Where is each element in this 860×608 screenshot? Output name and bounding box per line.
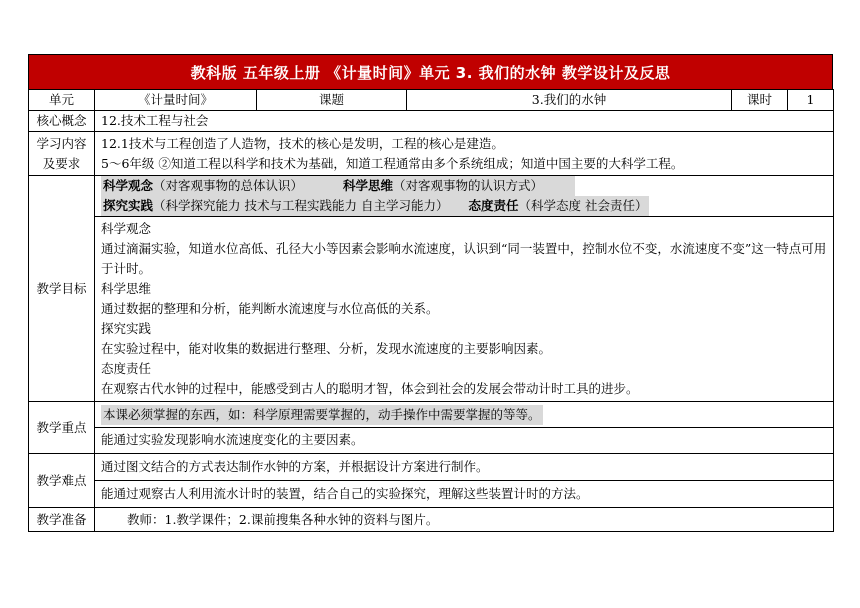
- goals-dimension-1: 科学观念（对客观事物的总体认识） 科学思维（对客观事物的认识方式）: [101, 176, 575, 196]
- preparation-label: 教学准备: [29, 508, 95, 532]
- difficulty-line-2: 能通过观察古人利用流水计时的装置，结合自己的实验探究，理解这些装置计时的方法。: [101, 486, 589, 501]
- requirements-row: [29, 132, 834, 176]
- preparation-row: [29, 508, 834, 532]
- preparation-value: 教师：1.教学课件；2.课前搜集各种水钟的资料与图片。: [95, 508, 834, 532]
- difficulties-row: [29, 454, 834, 508]
- goals-row: [29, 176, 834, 402]
- lesson-plan-table: [28, 89, 834, 532]
- core-concept-value: 12.技术工程与社会: [95, 111, 834, 132]
- goals-items: [95, 217, 833, 401]
- key-points-value: 能通过实验发现影响水流速度变化的主要因素。: [101, 432, 364, 447]
- topic-label: 课题: [257, 90, 407, 111]
- core-concept-label: 核心概念: [29, 111, 95, 132]
- goal-title-4: 态度责任: [101, 361, 152, 376]
- goals-content: [95, 176, 834, 402]
- topic-value: 3.我们的水钟: [407, 90, 732, 111]
- difficulty-line-1: 通过图文结合的方式表达制作水钟的方案，并根据设计方案进行制作。: [95, 454, 833, 481]
- key-points-hint: 本课必须掌握的东西，如：科学原理需要掌握的，动手操作中需要掌握的等等。: [101, 405, 543, 425]
- requirements-line-1: 12.1技术与工程创造了人造物，技术的核心是发明，工程的核心是建造。: [101, 135, 504, 151]
- difficulties-label: 教学难点: [29, 454, 95, 508]
- requirements-line-2: 5～6年级 ②知道工程以科学和技术为基础，知道工程通常由多个系统组成；知道中国主要的大科学工程。: [101, 155, 684, 171]
- goal-title-1: 科学观念: [101, 221, 152, 236]
- document-title: 教科版 五年级上册 《计量时间》单元 3. 我们的水钟 教学设计及反思: [190, 63, 671, 82]
- header-row: [29, 90, 834, 111]
- goal-text-4: 在观察古代水钟的过程中，能感受到古人的聪明才智，体会到社会的发展会带动计时工具的进步。: [101, 381, 639, 396]
- difficulties-content: [95, 454, 834, 508]
- goal-text-2: 通过数据的整理和分析，能判断水流速度与水位高低的关系。: [101, 301, 439, 316]
- unit-value: 《计量时间》: [95, 90, 257, 111]
- key-points-label: 教学重点: [29, 402, 95, 454]
- period-label: 课时: [732, 90, 788, 111]
- goals-label: 教学目标: [29, 176, 95, 402]
- requirements-label: 学习内容 及要求: [29, 132, 95, 176]
- unit-label: 单元: [29, 90, 95, 111]
- goal-text-3: 在实验过程中，能对收集的数据进行整理、分析，发现水流速度的主要影响因素。: [101, 341, 552, 356]
- lesson-plan-sheet: [28, 54, 833, 532]
- key-points-content: [95, 402, 834, 454]
- goal-text-1: 通过滴漏实验，知道水位高低、孔径大小等因素会影响水流速度，认识到“同一装置中，控制水位不变，水流速度不变”这一特点可用于计时。: [101, 241, 827, 276]
- requirements-value: [95, 132, 834, 176]
- key-points-row: [29, 402, 834, 454]
- goal-title-3: 探究实践: [101, 321, 152, 336]
- core-concept-row: [29, 111, 834, 132]
- goal-title-2: 科学思维: [101, 281, 152, 296]
- goals-dimension-2: 探究实践（科学探究能力 技术与工程实践能力 自主学习能力） 态度责任（科学态度 社会责任）: [101, 196, 649, 216]
- period-value: 1: [788, 90, 834, 111]
- goals-dimension-header: [95, 176, 833, 217]
- document-title-banner: [28, 54, 833, 89]
